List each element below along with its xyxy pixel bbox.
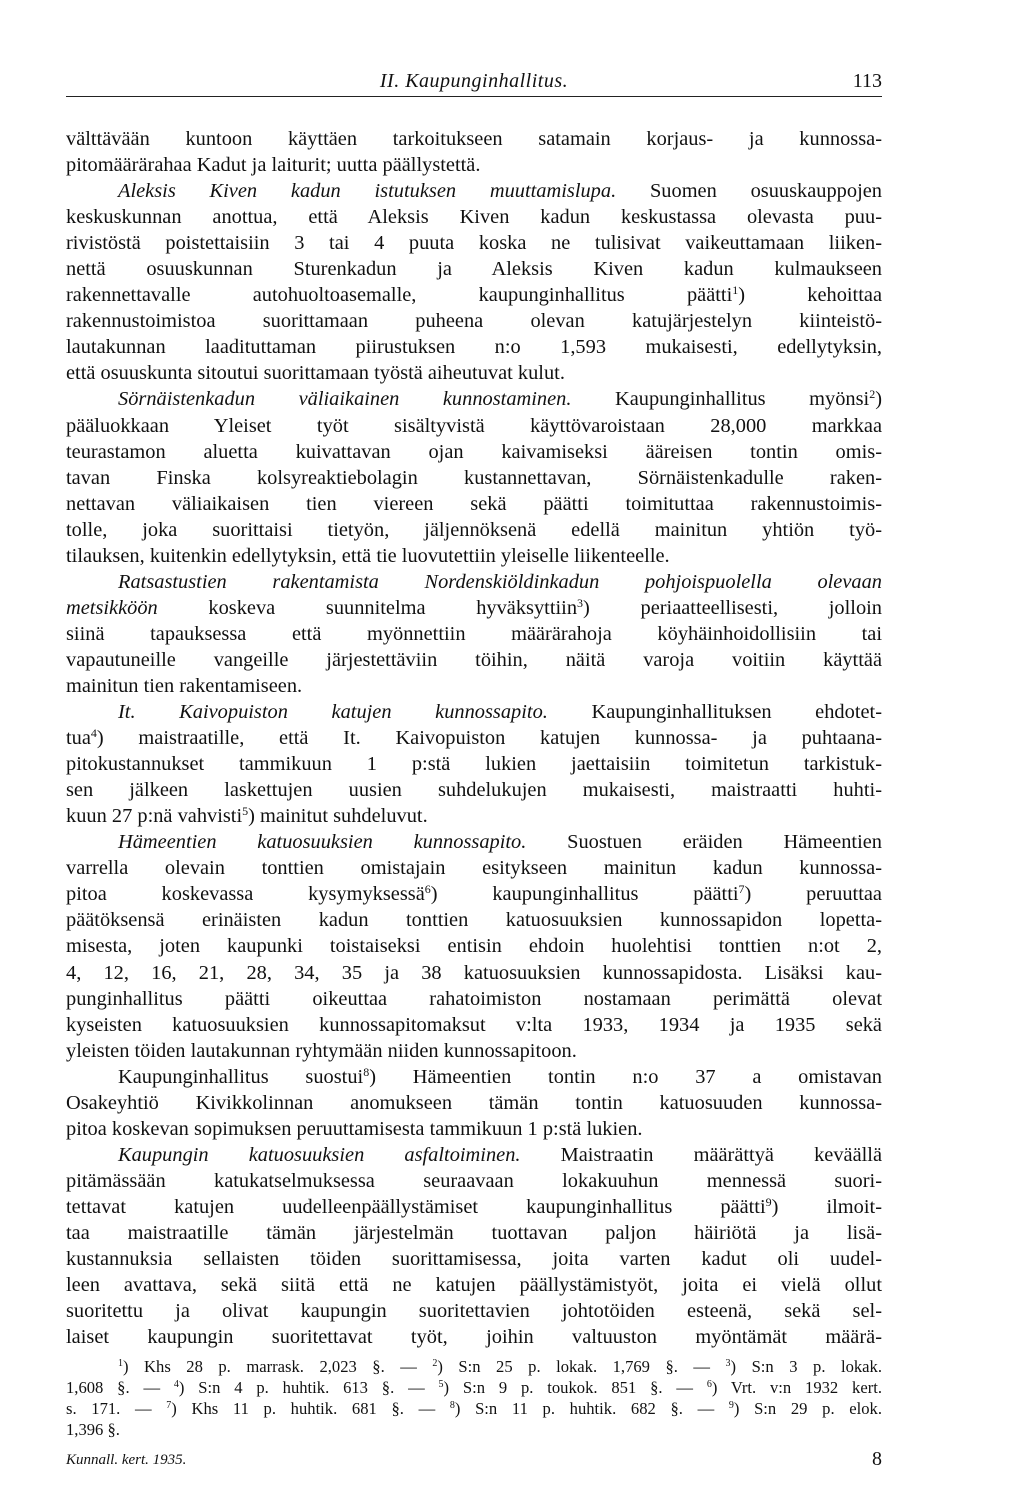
line-text: tilauksen, kuitenkin edellytyksin, että tie luovutettiin yleiselle liikenteelle. xyxy=(66,544,670,567)
footnote-text: ) S:n 3 p. lokak. xyxy=(730,1357,882,1376)
line-text: leen avattava, sekä siitä että ne katujen päällystämistyöt, joita ei vielä ollut xyxy=(66,1274,882,1297)
line-text: Osakeyhtiö Kivikkolinnan anomukseen tämän tontin katuosuuden kunnossa- xyxy=(66,1091,882,1114)
text-line xyxy=(66,204,882,230)
text-line xyxy=(66,413,882,439)
text-line xyxy=(66,1064,882,1090)
footnote-marker: 2 xyxy=(432,1358,438,1369)
text-line xyxy=(66,230,882,256)
footnote-line xyxy=(66,1419,882,1440)
line-text: pääluokkaan Yleiset työt sisältyvistä käyttövaroistaan 28,000 markkaa xyxy=(66,414,882,437)
text-line xyxy=(66,178,882,204)
footnote-line xyxy=(66,1398,882,1419)
line-text: 4, 12, 16, 21, 28, 34, 35 ja 38 katuosuuksien kunnossapidosta. Lisäksi kau- xyxy=(66,961,882,984)
footnote-marker: 9 xyxy=(728,1400,734,1411)
footnote-ref: 4 xyxy=(90,726,97,741)
line-text: yleisten töiden lautakunnan ryhtymään niiden kunnossapitoon. xyxy=(66,1039,577,1062)
footnotes xyxy=(66,1356,882,1440)
line-text: siinä tapauksessa että myönnettiin määrärahoja köyhäinhoidollisiin tai xyxy=(66,622,882,645)
text-line xyxy=(66,986,882,1012)
footnote-marker: 7 xyxy=(166,1400,172,1411)
line-text: varrella olevain tonttien omistajain esitykseen mainitun kadun kunnossa- xyxy=(66,857,882,880)
footnote-ref: 7 xyxy=(738,882,745,897)
footnote-ref: 3 xyxy=(577,595,584,610)
text-line xyxy=(66,282,882,308)
line-text: Kaupunginhallitus myönsi xyxy=(571,388,870,411)
text-line xyxy=(66,829,882,855)
line-text: tua xyxy=(66,727,91,750)
line-text: tolle, joka suorittaisi tietyön, jäljennöksenä edellä mainitun yhtiön työ- xyxy=(66,518,882,541)
text-line xyxy=(66,1168,882,1194)
line-text: rivistöstä poistettaisiin 3 tai 4 puuta koska ne tulisivat vaikeuttamaan liiken- xyxy=(66,232,882,255)
line-text: taa maistraatille tämän järjestelmän tuottavan paljon häiriötä ja lisä- xyxy=(66,1221,882,1244)
line-text: pitämässään katukatselmuksessa seuraavaan lokakuuhun mennessä suori- xyxy=(66,1169,882,1192)
text-line xyxy=(66,621,882,647)
line-text: misesta, joten kaupunki toistaiseksi entisin ehdoin huolehtisi tonttien n:ot 2, xyxy=(66,935,882,958)
footnote-text: ) S:n 29 p. elok. xyxy=(733,1399,882,1418)
line-text: punginhallitus päätti oikeuttaa rahatoimiston nostamaan perimättä olevat xyxy=(66,987,882,1010)
text-line xyxy=(66,855,882,881)
text-line xyxy=(66,1090,882,1116)
footnote-text: ) S:n 11 p. huhtik. 682 §. — xyxy=(454,1399,729,1418)
running-title: II. Kaupunginhallitus. xyxy=(379,70,569,92)
text-line xyxy=(66,595,882,621)
line-text: koskeva suunnitelma hyväksyttiin xyxy=(157,596,578,619)
line-text: pitomäärärahaa Kadut ja laiturit; uutta päällystettä. xyxy=(66,154,481,177)
text-line xyxy=(66,960,882,986)
footnote-ref: 2 xyxy=(869,387,876,402)
section-heading: metsikköön xyxy=(66,596,158,619)
footnote-ref: 6 xyxy=(424,882,431,897)
text-line xyxy=(66,543,882,569)
footnote-ref: 1 xyxy=(732,283,739,298)
text-line xyxy=(66,1142,882,1168)
line-text: ) peruuttaa xyxy=(744,883,882,906)
text-line xyxy=(66,933,882,959)
text-line xyxy=(66,1194,882,1220)
footer-signature-mark: Kunnall. kert. 1935. xyxy=(66,1452,187,1468)
line-text: nettavan väliaikaisen tien viereen sekä päätti toimituttaa rakennustoimis- xyxy=(66,492,882,515)
line-text: että osuuskunta sitoutui suorittamaan työstä aiheutuvat kulut. xyxy=(66,362,565,385)
footnote-text: ) S:n 4 p. huhtik. 613 §. — xyxy=(178,1378,439,1397)
text-line xyxy=(66,126,882,152)
footnote-marker: 6 xyxy=(706,1379,712,1390)
footnote-text: ) Vrt. v:n 1932 kert. xyxy=(711,1378,882,1397)
footnote-text: s. 171. — xyxy=(66,1399,167,1418)
footnote-ref: 8 xyxy=(363,1064,370,1079)
text-line xyxy=(66,334,882,360)
line-text: ) mainitut suhdeluvut. xyxy=(248,805,428,828)
section-heading: It. Kaivopuiston katujen kunnossapito. xyxy=(118,701,548,724)
section-heading: Hämeentien katuosuuksien kunnossapito. xyxy=(118,831,527,854)
text-line xyxy=(66,803,882,829)
text-line xyxy=(66,699,882,725)
line-text: ) kehoittaa xyxy=(738,284,882,307)
text-line xyxy=(66,647,882,673)
line-text: teurastamon aluetta kuivattavan ojan kaivamiseksi ääreisen tontin omis- xyxy=(66,440,882,463)
text-line xyxy=(66,256,882,282)
footnote-marker: 5 xyxy=(438,1379,444,1390)
footnote-text: ) Khs 28 p. marrask. 2,023 §. — xyxy=(123,1357,433,1376)
line-text: ) periaatteellisesti, jolloin xyxy=(583,596,882,619)
text-line xyxy=(66,569,882,595)
text-line xyxy=(66,152,882,178)
line-text: päätöksensä erinäisten kadun tonttien katuosuuksien kunnossapidon lopetta- xyxy=(66,909,882,932)
footnote-marker: 4 xyxy=(173,1379,179,1390)
footnote-marker: 3 xyxy=(725,1358,731,1369)
page-number: 113 xyxy=(852,70,882,92)
line-text: pitoa koskevassa kysymyksessä xyxy=(66,883,425,906)
text-line xyxy=(66,907,882,933)
line-text: mainitun tien rakentamiseen. xyxy=(66,674,303,697)
text-line xyxy=(66,751,882,777)
running-header xyxy=(66,70,882,97)
section-heading: Kaupungin katuosuuksien asfaltoiminen. xyxy=(118,1143,521,1166)
text-line xyxy=(66,1298,882,1324)
line-text: ) kaupunginhallitus päätti xyxy=(430,883,739,906)
text-line xyxy=(66,1012,882,1038)
line-text: Maistraatin määrättyä keväällä xyxy=(520,1143,882,1166)
text-line xyxy=(66,1272,882,1298)
text-line xyxy=(66,881,882,907)
line-text: pitokustannukset tammikuun 1 p:stä lukien jaettaisiin toimitetun tarkistuk- xyxy=(66,753,882,776)
line-text: ) maistraatille, että It. Kaivopuiston katujen kunnossa- ja puhtaana- xyxy=(96,727,882,750)
line-text: Kaupunginhallitus suostui xyxy=(118,1065,364,1088)
text-line xyxy=(66,1220,882,1246)
section-heading: Aleksis Kiven kadun istutuksen muuttamislupa. xyxy=(118,180,617,203)
line-text: sen jälkeen laskettujen uusien suhdelukujen mukaisesti, maistraatti huhti- xyxy=(66,779,882,802)
footer-sheet-number: 8 xyxy=(872,1448,882,1470)
line-text: rakennettavalle autohuoltoasemalle, kaupunginhallitus päätti xyxy=(66,284,733,307)
text-line xyxy=(66,308,882,334)
line-text: tettavat katujen uudelleenpäällystämiset kaupunginhallitus päätti xyxy=(66,1195,766,1218)
footnote-line xyxy=(66,1356,882,1377)
text-line xyxy=(66,439,882,465)
line-text: vapautuneille vangeille järjestettäviin töihin, näitä varoja voitiin käyttää xyxy=(66,648,882,671)
footnote-line xyxy=(66,1377,882,1398)
text-line xyxy=(66,1246,882,1272)
section-heading: Ratsastustien rakentamista Nordenskiöldinkadun pohjoispuolella olevaan xyxy=(118,570,882,593)
footnote-text: 1,396 §. xyxy=(66,1420,120,1439)
footnote-marker: 8 xyxy=(449,1400,455,1411)
footnote-ref: 9 xyxy=(765,1194,772,1209)
line-text: nettä osuuskunnan Sturenkadun ja Aleksis Kiven kadun kulmaukseen xyxy=(66,258,882,281)
line-text: Suostuen eräiden Hämeentien xyxy=(526,831,882,854)
line-text: Suomen osuuskauppojen xyxy=(616,180,882,203)
text-line xyxy=(66,673,882,699)
page-footer xyxy=(66,1448,882,1474)
line-text: kuun 27 p:nä vahvisti xyxy=(66,805,243,828)
line-text: Kaupunginhallituksen ehdotet- xyxy=(547,701,882,724)
line-text: laiset kaupungin suoritettavat työt, joihin valtuuston myöntämät määrä- xyxy=(66,1326,882,1349)
text-line xyxy=(66,465,882,491)
line-text: suoritettu ja olivat kaupungin suoritettavien johtotöiden esteenä, sekä sel- xyxy=(66,1300,882,1323)
line-text: kustannuksia sellaisten töiden suorittamisessa, joita varten kadut oli uudel- xyxy=(66,1248,882,1271)
section-heading: Sörnäistenkadun väliaikainen kunnostaminen. xyxy=(118,388,572,411)
line-text: tavan Finska kolsyreaktiebolagin kustannettavan, Sörnäistenkadulle raken- xyxy=(66,466,882,489)
text-line xyxy=(66,517,882,543)
footnote-text: ) S:n 25 p. lokak. 1,769 §. — xyxy=(437,1357,726,1376)
footnote-marker: 1 xyxy=(118,1358,123,1369)
line-text: kyseisten katuosuuksien kunnossapitomaksut v:lta 1933, 1934 ja 1935 sekä xyxy=(66,1013,882,1036)
line-text: keskuskunnan anottua, että Aleksis Kiven kadun keskustassa olevasta puu- xyxy=(66,206,882,229)
text-line xyxy=(66,491,882,517)
line-text: ) Hämeentien tontin n:o 37 a omistavan xyxy=(369,1065,882,1088)
line-text: rakennustoimistoa suorittamaan puheena olevan katujärjestelyn kiinteistö- xyxy=(66,310,882,333)
text-line xyxy=(66,360,882,386)
text-line xyxy=(66,777,882,803)
body-text xyxy=(66,126,882,1350)
text-line xyxy=(66,725,882,751)
line-text: lautakunnan laadituttaman piirustuksen n:o 1,593 mukaisesti, edellytyksin, xyxy=(66,336,882,359)
line-text: pitoa koskevan sopimuksen peruuttamisesta tammikuun 1 p:stä lukien. xyxy=(66,1117,643,1140)
line-text: ) ilmoit- xyxy=(771,1195,882,1218)
line-text: ) xyxy=(875,388,882,411)
line-text: välttävään kuntoon käyttäen tarkoitukseen satamain korjaus- ja kunnossa- xyxy=(66,128,882,150)
text-line xyxy=(66,1116,882,1142)
footnote-ref: 5 xyxy=(242,804,249,819)
footnote-text: 1,608 §. — xyxy=(66,1378,174,1397)
footnote-text: ) S:n 9 p. toukok. 851 §. — xyxy=(443,1378,707,1397)
footnote-text: ) Khs 11 p. huhtik. 681 §. — xyxy=(171,1399,450,1418)
text-line xyxy=(66,1038,882,1064)
text-line xyxy=(66,386,882,412)
text-line xyxy=(66,1324,882,1350)
